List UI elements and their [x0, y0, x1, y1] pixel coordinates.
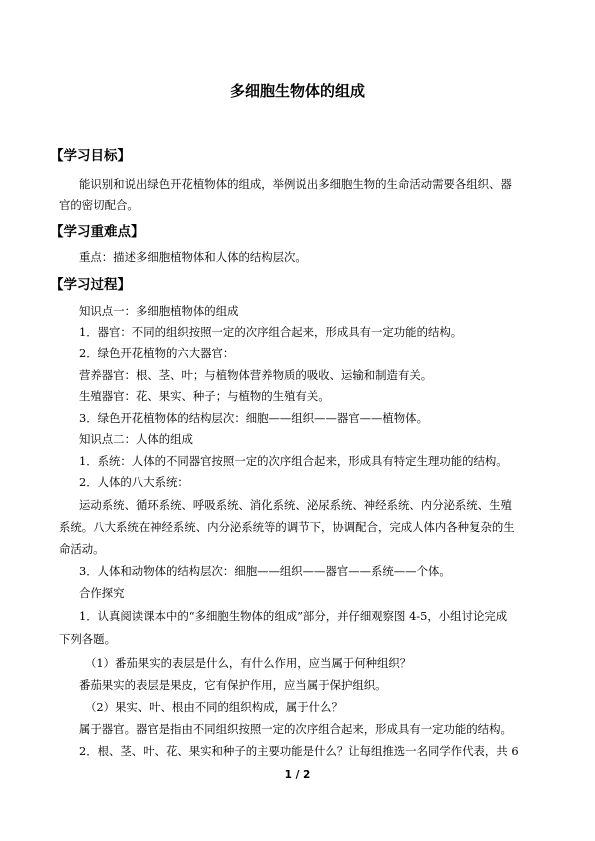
process-line: 知识点二：人体的组成 — [79, 432, 193, 446]
process-line: 1．系统：人体的不同器官按照一定的次序组合起来，形成具有特定生理功能的结构。 — [79, 454, 508, 468]
process-line: 合作探究 — [79, 586, 125, 600]
heading-goals: 【学习目标】 — [50, 148, 131, 164]
process-line: 系统。八大系统在神经系统、内分泌系统等的调节下，协调配合，完成人体内各种复杂的生 — [59, 520, 515, 534]
process-line: 2．绿色开花植物的六大器官： — [79, 346, 235, 360]
process-line: 3．绿色开花植物体的结构层次：细胞——组织——器官——植物体。 — [79, 411, 428, 425]
process-line: 番茄果实的表层是果皮，它有保护作用，应当属于保护组织。 — [79, 678, 387, 692]
process-line: 运动系统、循环系统、呼吸系统、消化系统、泌尿系统、神经系统、内分泌系统、生殖 — [79, 498, 512, 512]
process-line: 命活动。 — [59, 542, 105, 556]
process-line: 2．根、茎、叶、花、果实和种子的主要功能是什么？让每组推选一名同学作代表，共 6 — [79, 744, 519, 758]
goals-line: 能识别和说出绿色开花植物体的组成，举例说出多细胞生物的生命活动需要各组织、器 — [79, 177, 512, 191]
keypoints-line: 重点：描述多细胞植物体和人体的结构层次。 — [79, 250, 307, 264]
process-line: 知识点一：多细胞植物体的组成 — [79, 304, 239, 318]
process-line: 属于器官。器官是指由不同组织按照一定的次序组合起来，形成具有一定功能的结构。 — [79, 722, 512, 736]
heading-process: 【学习过程】 — [50, 277, 131, 293]
process-line: 下列各题。 — [59, 632, 116, 646]
process-line: （1）番茄果实的表层是什么，有什么作用，应当属于何种组织？ — [85, 656, 412, 670]
page-title: 多细胞生物体的组成 — [229, 82, 365, 100]
process-line: 生殖器官：花、果实、种子；与植物的生殖有关。 — [79, 389, 330, 403]
heading-keypoints: 【学习重难点】 — [50, 224, 145, 240]
process-line: 3．人体和动物体的结构层次：细胞——组织——器官——系统——个体。 — [79, 564, 451, 578]
process-line: 2．人体的八大系统： — [79, 475, 189, 489]
process-line: （2）果实、叶、根由不同的组织构成，属于什么？ — [85, 700, 343, 714]
process-line: 1．认真阅读课本中的“多细胞生物体的组成”部分，并仔细观察图 4-5，小组讨论完成 — [79, 609, 508, 623]
process-line: 营养器官：根、茎、叶；与植物体营养物质的吸收、运输和制造有关。 — [79, 368, 433, 382]
process-line: 1．器官：不同的组织按照一定的次序组合起来，形成具有一定功能的结构。 — [79, 325, 463, 339]
goals-line: 官的密切配合。 — [59, 198, 139, 212]
page-number: 1 / 2 — [284, 769, 311, 781]
